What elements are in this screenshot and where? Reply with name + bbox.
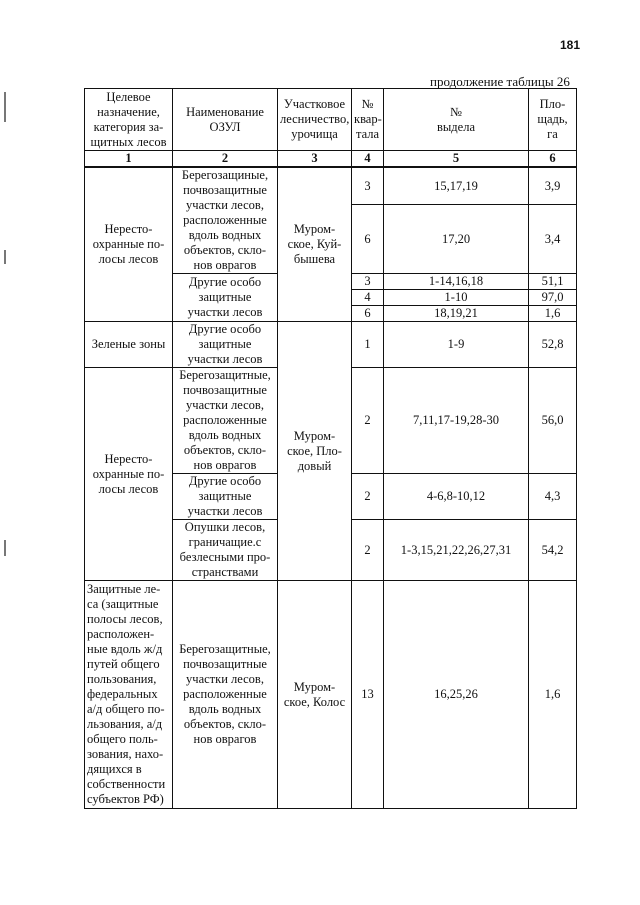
vydel-cell: 4-6,8-10,12 — [384, 474, 529, 520]
scan-artifact — [4, 250, 6, 264]
area-cell: 52,8 — [529, 322, 577, 368]
quarter-cell: 1 — [352, 322, 384, 368]
ozul-cell: Опушки лесов, граничащие.с безлесными про- странствами — [173, 520, 278, 581]
column-number: 3 — [278, 151, 352, 168]
area-cell: 3,4 — [529, 205, 577, 274]
scan-artifact — [4, 92, 6, 122]
vydel-cell: 17,20 — [384, 205, 529, 274]
quarter-cell: 6 — [352, 205, 384, 274]
column-number-row — [85, 151, 577, 168]
vydel-cell: 1-10 — [384, 290, 529, 306]
vydel-cell: 18,19,21 — [384, 306, 529, 322]
vydel-cell: 16,25,26 — [384, 581, 529, 809]
purpose-cell: Защитные ле- са (защитные полосы лесов, расположен- ные вдоль ж/д путей общего пользования, федеральных а/д общего по- льзования, а/д общего поль- зования, нахо- дящихся в собственности субъектов РФ) — [85, 581, 173, 809]
scan-artifact — [4, 540, 6, 556]
forestry-cell: Муром- ское, Пло- довый — [278, 322, 352, 581]
ozul-cell: Другие особо защитные участки лесов — [173, 274, 278, 322]
table-continuation-caption: продолжение таблицы 26 — [430, 74, 570, 89]
quarter-cell: 4 — [352, 290, 384, 306]
forestry-cell: Муром- ское, Колос — [278, 581, 352, 809]
purpose-cell: Нересто- охранные по- лосы лесов — [85, 167, 173, 322]
vydel-cell: 1-3,15,21,22,26,27,31 — [384, 520, 529, 581]
area-cell: 1,6 — [529, 581, 577, 809]
table-header-row — [85, 89, 577, 151]
quarter-cell: 2 — [352, 520, 384, 581]
forestry-cell: Муром- ское, Куй- бышева — [278, 167, 352, 322]
area-cell: 4,3 — [529, 474, 577, 520]
quarter-cell: 2 — [352, 474, 384, 520]
table-row — [85, 581, 577, 809]
forest-protection-table — [84, 88, 577, 809]
header-ozul-name: Наименование ОЗУЛ — [173, 89, 278, 151]
header-vydel-no: № выдела — [384, 89, 529, 151]
ozul-cell: Другие особо защитные участки лесов — [173, 322, 278, 368]
area-cell: 54,2 — [529, 520, 577, 581]
column-number: 6 — [529, 151, 577, 168]
quarter-cell: 3 — [352, 167, 384, 205]
vydel-cell: 1-14,16,18 — [384, 274, 529, 290]
area-cell: 3,9 — [529, 167, 577, 205]
vydel-cell: 7,11,17-19,28-30 — [384, 368, 529, 474]
area-cell: 56,0 — [529, 368, 577, 474]
table-row — [85, 167, 577, 205]
quarter-cell: 2 — [352, 368, 384, 474]
purpose-cell: Нересто- охранные по- лосы лесов — [85, 368, 173, 581]
quarter-cell: 6 — [352, 306, 384, 322]
ozul-cell: Берегозащитные, почвозащитные участки лесов, расположенные вдоль водных объектов, скло- нов оврагов — [173, 368, 278, 474]
area-cell: 51,1 — [529, 274, 577, 290]
quarter-cell: 3 — [352, 274, 384, 290]
ozul-cell: Берегозащитные, почвозащитные участки лесов, расположенные вдоль водных объектов, скло- нов оврагов — [173, 581, 278, 809]
vydel-cell: 1-9 — [384, 322, 529, 368]
area-cell: 97,0 — [529, 290, 577, 306]
page-number: 181 — [560, 38, 581, 52]
column-number: 4 — [352, 151, 384, 168]
purpose-cell: Зеленые зоны — [85, 322, 173, 368]
ozul-cell: Другие особо защитные участки лесов — [173, 474, 278, 520]
header-purpose: Целевое назначение, категория за- щитных лесов — [85, 89, 173, 151]
column-number: 2 — [173, 151, 278, 168]
header-area: Пло- щадь, га — [529, 89, 577, 151]
column-number: 1 — [85, 151, 173, 168]
quarter-cell: 13 — [352, 581, 384, 809]
vydel-cell: 15,17,19 — [384, 167, 529, 205]
table-row — [85, 322, 577, 368]
header-forestry: Участковое лесничество, урочища — [278, 89, 352, 151]
area-cell: 1,6 — [529, 306, 577, 322]
column-number: 5 — [384, 151, 529, 168]
ozul-cell: Берегозащиные, почвозащитные участки лесов, расположенные вдоль водных объектов, скло- нов оврагов — [173, 167, 278, 274]
header-quarter-no: № квар- тала — [352, 89, 384, 151]
